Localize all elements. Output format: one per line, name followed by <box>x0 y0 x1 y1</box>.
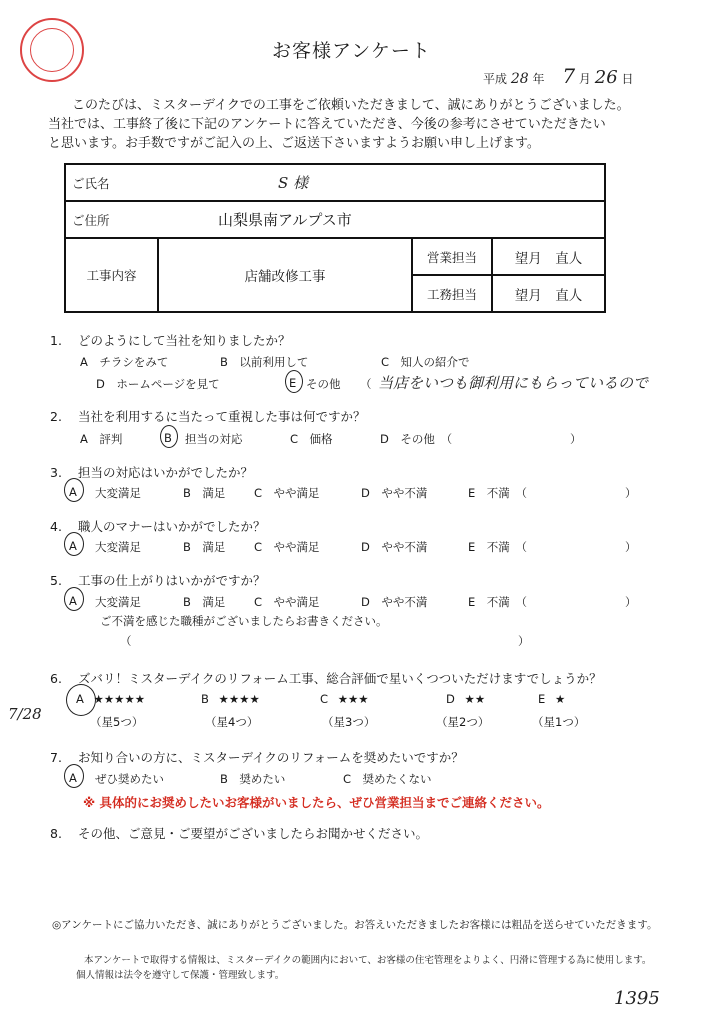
q2-question: 当社を利用するに当たって重視した事は何ですか？ <box>78 409 366 424</box>
q7-option-b[interactable]: B 奨めたい <box>220 772 286 786</box>
q5-option-d[interactable]: D やや不満 <box>361 595 428 609</box>
q5-num: 5. <box>50 573 62 588</box>
q6-option-a[interactable] <box>76 692 145 706</box>
q4-option-a-label: 大変満足 <box>95 540 141 554</box>
intro-line-2: 当社では、工事終了後に下記のアンケートに答えていただき、今後の参考にさせていただきたい <box>48 117 606 132</box>
q2-option-b-label: 担当の対応 <box>185 432 243 446</box>
date-nen: 年 <box>532 72 545 86</box>
q6-option-d-label: （星2つ） <box>436 715 490 729</box>
customer-info-table <box>64 163 606 313</box>
q3-num: 3. <box>50 465 62 480</box>
q5-option-a-label: 大変満足 <box>95 595 141 609</box>
q7-option-a[interactable]: A <box>69 771 77 785</box>
name-label: ご氏名 <box>65 164 158 201</box>
q2-option-c[interactable]: C 価格 <box>290 432 333 446</box>
q6-question: ズバリ！ミスターデイクのリフォーム工事、総合評価で星いくつついただけますでしょうか？ <box>78 671 602 686</box>
q1-option-c[interactable]: C 知人の紹介で <box>381 355 470 369</box>
q5-sub-open: （ <box>120 634 132 648</box>
q5-option-b[interactable]: B 満足 <box>183 595 226 609</box>
q6-option-c-label: （星3つ） <box>322 715 376 729</box>
q1-paren: （ <box>360 377 372 391</box>
q6-option-a-letter: A <box>76 692 84 706</box>
footer-privacy-1: 本アンケートで取得する情報は、ミスターデイクの範囲内において、お客様の住宅管理をよりよく、円滑に管理する為に使用します。 <box>84 955 652 966</box>
q3-question: 担当の対応はいかがでしたか？ <box>78 465 254 480</box>
q1-handwritten-answer: 当店をいつも御利用にもらっているので <box>378 374 649 392</box>
q6-option-b[interactable] <box>201 692 260 706</box>
q5-question: 工事の仕上がりはいかがですか？ <box>78 573 266 588</box>
address-value-text: 山梨県南アルプス市 <box>218 211 352 229</box>
q1-option-b[interactable]: B 以前利用して <box>220 355 309 369</box>
q6-option-b-label: （星4つ） <box>205 715 259 729</box>
q3-option-c[interactable]: C やや満足 <box>254 486 320 500</box>
q5-option-a[interactable]: A <box>69 594 77 608</box>
q4-question: 職人のマナーはいかがでしたか？ <box>78 519 266 534</box>
q3-option-d[interactable]: D やや不満 <box>361 486 428 500</box>
q2-option-d[interactable]: D その他 （ <box>380 432 453 446</box>
q1-num: 1. <box>50 333 62 348</box>
sales-label: 営業担当 <box>412 238 492 275</box>
eng-value: 望月 直人 <box>492 275 605 312</box>
q6-num: 6. <box>50 671 62 686</box>
q6-option-d[interactable] <box>446 692 485 706</box>
footer-thanks: ◎アンケートにご協力いただき、誠にありがとうございました。お答えいただきましたお客様には粗品を送らせていただきます。 <box>52 919 658 931</box>
date-gatsu: 月 <box>578 72 591 86</box>
q1-option-a[interactable]: A チラシをみて <box>80 355 169 369</box>
date-line <box>483 64 634 88</box>
q4-close: ） <box>625 540 637 554</box>
address-value <box>158 201 605 238</box>
q7-num: 7. <box>50 750 62 765</box>
date-nichi: 日 <box>621 72 634 86</box>
eng-label: 工務担当 <box>412 275 492 312</box>
q6-option-e-letter: E <box>538 692 546 706</box>
q2-close: ） <box>570 432 582 446</box>
q1-option-d[interactable]: D ホームページを見て <box>96 377 220 391</box>
q3-option-a[interactable]: A <box>69 485 77 499</box>
q4-option-d[interactable]: D やや不満 <box>361 540 428 554</box>
company-stamp <box>20 18 84 82</box>
name-value <box>158 164 605 201</box>
q3-option-a-label: 大変満足 <box>95 486 141 500</box>
intro-line-3: と思います。お手数ですがご記入の上、ご返送下さいますようお願い申し上げます。 <box>48 136 540 151</box>
q5-sub-question: ご不満を感じた職種がございましたらお書きください。 <box>100 614 388 628</box>
q8-question: その他、ご意見・ご要望がございましたらお聞かせください。 <box>78 826 429 841</box>
address-label: ご住所 <box>65 201 158 238</box>
margin-note: 7/28 <box>8 705 42 723</box>
q2-option-a[interactable]: A 評判 <box>80 432 123 446</box>
q6-option-e-label: （星1つ） <box>532 715 586 729</box>
q7-option-a-label: ぜひ奨めたい <box>95 772 164 786</box>
intro-line-1: このたびは、ミスターデイクでの工事をご依頼いただきまして、誠にありがとうございました。 <box>72 98 630 113</box>
q3-option-b[interactable]: B 満足 <box>183 486 226 500</box>
q6-option-b-letter: B <box>201 692 209 706</box>
q1-option-e-label: その他 <box>306 377 341 391</box>
name-value-text: S 様 <box>278 174 309 192</box>
q4-num: 4. <box>50 519 62 534</box>
q7-option-c[interactable]: C 奨めたくない <box>343 772 432 786</box>
q5-close: ） <box>625 595 637 609</box>
work-value: 店舗改修工事 <box>158 238 412 312</box>
footer-privacy-2: 個人情報は法令を遵守して保護・管理致します。 <box>76 970 285 981</box>
q2-option-b[interactable]: B <box>164 431 172 445</box>
q8-num: 8. <box>50 826 62 841</box>
q3-option-e[interactable]: E 不満 （ <box>468 486 528 500</box>
q4-option-b[interactable]: B 満足 <box>183 540 226 554</box>
q6-option-d-stars: ★★ <box>464 692 486 706</box>
q6-option-c[interactable] <box>320 692 369 706</box>
q6-option-d-letter: D <box>446 692 455 706</box>
q6-option-b-stars: ★★★★ <box>218 692 260 706</box>
date-month: 7 <box>562 64 576 88</box>
q4-option-c[interactable]: C やや満足 <box>254 540 320 554</box>
q6-option-a-stars: ★★★★★ <box>93 692 146 706</box>
work-label: 工事内容 <box>65 238 158 312</box>
q2-num: 2. <box>50 409 62 424</box>
q1-question: どのようにして当社を知りましたか？ <box>78 333 291 348</box>
date-era: 平成 <box>483 72 508 86</box>
q4-option-a[interactable]: A <box>69 539 77 553</box>
serial-number: 1395 <box>614 988 660 1009</box>
q3-close: ） <box>625 486 637 500</box>
q7-question: お知り合いの方に、ミスターデイクのリフォームを奨めたいですか？ <box>78 750 464 765</box>
q4-option-e[interactable]: E 不満 （ <box>468 540 528 554</box>
sales-value: 望月 直人 <box>492 238 605 275</box>
date-day: 26 <box>594 67 618 88</box>
q7-note: ※ 具体的にお奨めしたいお客様がいましたら、ぜひ営業担当までご連絡ください。 <box>83 795 550 810</box>
q6-option-a-label: （星5つ） <box>90 715 144 729</box>
q6-option-c-letter: C <box>320 692 329 706</box>
q5-sub-close: ） <box>518 634 530 648</box>
page-title: お客様アンケート <box>272 40 431 62</box>
q5-option-c[interactable]: C やや満足 <box>254 595 320 609</box>
q5-option-e[interactable]: E 不満 （ <box>468 595 528 609</box>
q6-option-c-stars: ★★★ <box>337 692 369 706</box>
date-year: 28 <box>510 71 529 87</box>
q1-option-e[interactable]: E <box>289 376 297 390</box>
q6-option-e[interactable] <box>538 692 565 706</box>
q6-option-e-stars: ★ <box>554 692 566 706</box>
